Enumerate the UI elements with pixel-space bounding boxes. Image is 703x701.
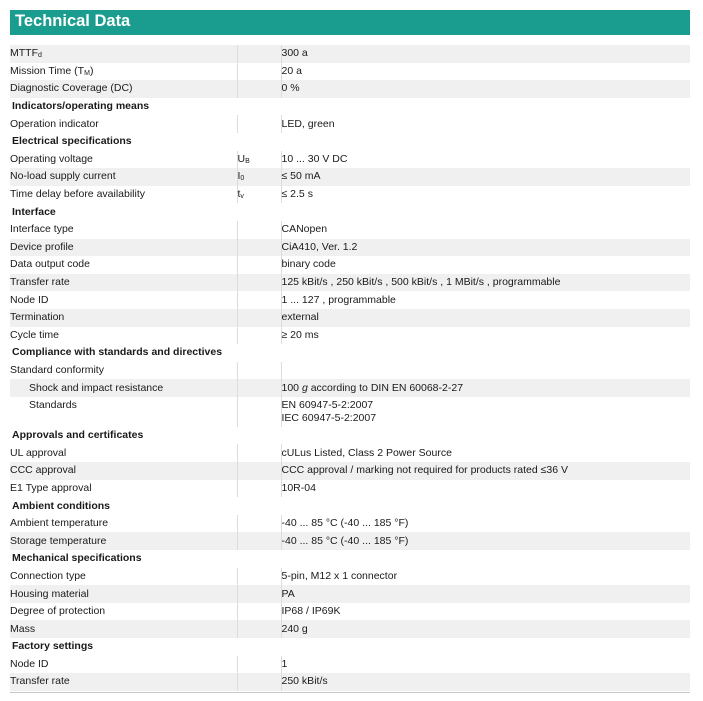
row-symbol — [237, 221, 281, 239]
row-symbol — [237, 309, 281, 327]
table-row — [10, 585, 690, 603]
table-row — [10, 568, 690, 586]
row-value: 125 kBit/s , 250 kBit/s , 500 kBit/s , 1 MBit/s , programmable — [281, 274, 690, 292]
row-label: Mission Time $(T_M)$ — [10, 63, 237, 81]
row-label: Cycle time — [10, 327, 237, 345]
row-label: Housing material — [10, 585, 237, 603]
row-label: Ambient temperature — [10, 515, 237, 533]
row-value: CANopen — [281, 221, 690, 239]
row-value: cULus Listed, Class 2 Power Source — [281, 444, 690, 462]
row-label: Transfer rate — [10, 274, 237, 292]
row-label: Termination — [10, 309, 237, 327]
row-label: UL approval — [10, 444, 237, 462]
section-heading: Interface — [10, 203, 690, 221]
section-heading: Mechanical specifications — [10, 550, 690, 568]
table-row — [10, 397, 690, 427]
table-row — [10, 151, 690, 169]
table-row — [10, 327, 690, 345]
row-value: EN 60947-5-2:2007 IEC 60947-5-2:2007 — [281, 397, 690, 427]
table-row — [10, 379, 690, 397]
row-value: 250 kBit/s — [281, 673, 690, 691]
row-value: 300 a — [281, 45, 690, 63]
table-row — [10, 673, 690, 691]
table-row — [10, 115, 690, 133]
table-row — [10, 603, 690, 621]
table-row — [10, 239, 690, 257]
row-label: Shock and impact resistance — [10, 379, 237, 397]
row-value: 1 ... 127 , programmable — [281, 291, 690, 309]
row-label: CCC approval — [10, 462, 237, 480]
row-symbol — [237, 274, 281, 292]
row-symbol — [237, 480, 281, 498]
row-symbol — [237, 80, 281, 98]
row-value: CCC approval / marking not required for products rated ≤36 V — [281, 462, 690, 480]
row-value: -40 ... 85 °C (-40 ... 185 °F) — [281, 532, 690, 550]
row-label: Standard conformity — [10, 362, 237, 380]
row-label: Time delay before availability — [10, 186, 237, 204]
row-value: LED, green — [281, 115, 690, 133]
row-symbol: $U_B$ — [237, 152, 250, 165]
row-symbol — [237, 603, 281, 621]
table-row — [10, 620, 690, 638]
table-row — [10, 480, 690, 498]
row-label: No-load supply current — [10, 168, 237, 186]
table-row — [10, 45, 690, 63]
table-row — [10, 256, 690, 274]
row-value: ≤ 50 mA — [281, 168, 690, 186]
row-value: PA — [281, 585, 690, 603]
row-symbol — [237, 291, 281, 309]
row-label: Connection type — [10, 568, 237, 586]
row-label: Data output code — [10, 256, 237, 274]
row-symbol — [237, 397, 281, 427]
row-value: 0 % — [281, 80, 690, 98]
section-heading: Compliance with standards and directives — [10, 344, 690, 362]
row-label: Standards — [10, 397, 237, 427]
row-value: ≤ 2.5 s — [281, 186, 690, 204]
spec-table — [10, 45, 690, 691]
header-bar — [10, 10, 690, 35]
row-value: binary code — [281, 256, 690, 274]
row-symbol — [237, 115, 281, 133]
row-value: CiA410, Ver. 1.2 — [281, 239, 690, 257]
row-symbol — [237, 45, 281, 63]
row-label: Operation indicator — [10, 115, 237, 133]
row-symbol — [237, 444, 281, 462]
row-label: Storage temperature — [10, 532, 237, 550]
row-symbol: $t_v$ — [237, 188, 244, 201]
row-symbol — [237, 656, 281, 674]
row-value: 1 — [281, 656, 690, 674]
table-row — [10, 532, 690, 550]
row-symbol — [237, 256, 281, 274]
row-value: 10 ... 30 V DC — [281, 151, 690, 169]
row-symbol — [237, 327, 281, 345]
row-symbol — [237, 239, 281, 257]
table-row — [10, 80, 690, 98]
section-heading: Factory settings — [10, 638, 690, 656]
row-value: 240 g — [281, 620, 690, 638]
row-value — [281, 362, 690, 380]
row-symbol — [237, 620, 281, 638]
row-symbol — [237, 63, 281, 81]
row-label: Device profile — [10, 239, 237, 257]
row-symbol — [237, 532, 281, 550]
row-label: $MTTF_d$ — [10, 45, 237, 63]
row-label: Transfer rate — [10, 673, 237, 691]
row-label: Interface type — [10, 221, 237, 239]
row-symbol: $I_0$ — [237, 168, 281, 186]
row-label: Node ID — [10, 656, 237, 674]
row-label: E1 Type approval — [10, 480, 237, 498]
row-label: Operating voltage — [10, 151, 237, 169]
row-value: 10R-04 — [281, 480, 690, 498]
row-label: Mass — [10, 620, 237, 638]
row-value: external — [281, 309, 690, 327]
table-row — [10, 168, 690, 186]
table-row — [10, 63, 690, 81]
table-row — [10, 362, 690, 380]
section-heading: Electrical specifications — [10, 133, 690, 151]
row-symbol — [237, 362, 281, 380]
section-heading: Approvals and certificates — [10, 427, 690, 445]
row-value: ≥ 20 ms — [281, 327, 690, 345]
row-symbol — [237, 379, 281, 397]
row-value: 100 g according to DIN EN 60068-2-27 — [281, 379, 690, 397]
row-label: Node ID — [10, 291, 237, 309]
table-row — [10, 444, 690, 462]
table-row — [10, 291, 690, 309]
section-heading: Ambient conditions — [10, 497, 690, 515]
row-symbol — [237, 462, 281, 480]
table-bottom-rule — [10, 692, 690, 693]
table-row — [10, 221, 690, 239]
row-symbol — [237, 585, 281, 603]
table-row — [10, 274, 690, 292]
row-value: 5-pin, M12 x 1 connector — [281, 568, 690, 586]
table-row — [10, 656, 690, 674]
row-value: 20 a — [281, 63, 690, 81]
table-row — [10, 462, 690, 480]
row-symbol — [237, 515, 281, 533]
row-value: -40 ... 85 °C (-40 ... 185 °F) — [281, 515, 690, 533]
page-title: Technical Data — [15, 12, 131, 30]
row-label: Diagnostic Coverage (DC) — [10, 80, 237, 98]
row-value: IP68 / IP69K — [281, 603, 690, 621]
table-row — [10, 515, 690, 533]
table-row — [10, 186, 690, 204]
section-heading: Indicators/operating means — [10, 98, 690, 116]
row-symbol — [237, 673, 281, 691]
row-symbol — [237, 568, 281, 586]
table-row — [10, 309, 690, 327]
row-label: Degree of protection — [10, 603, 237, 621]
